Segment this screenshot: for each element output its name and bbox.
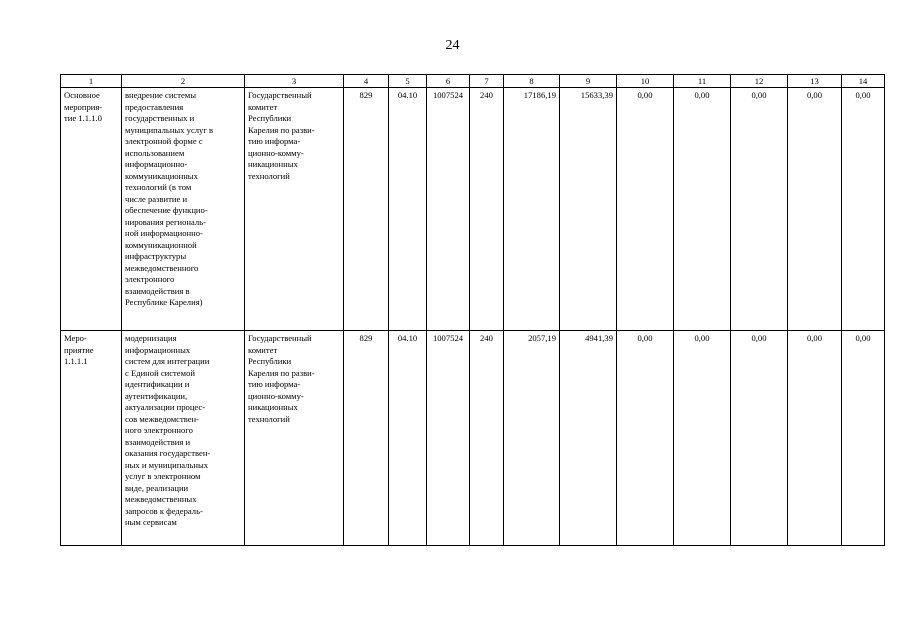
value-cell: 829 (344, 88, 389, 331)
value-cell: 0,00 (842, 331, 885, 546)
value-cell: 829 (344, 331, 389, 546)
value-cell: 1007524 (427, 331, 470, 546)
column-header: 5 (389, 75, 427, 88)
value-cell: 0,00 (617, 331, 674, 546)
table-header-row (61, 75, 885, 88)
measure-id-cell: Меро- приятие 1.1.1.1 (61, 331, 122, 546)
column-header: 3 (245, 75, 344, 88)
column-header: 12 (731, 75, 788, 88)
column-header: 8 (504, 75, 560, 88)
measure-id-cell: Основное мероприя- тие 1.1.1.0 (61, 88, 122, 331)
value-cell: 2057,19 (504, 331, 560, 546)
value-cell: 0,00 (788, 88, 842, 331)
value-cell: 0,00 (731, 331, 788, 546)
value-cell: 0,00 (731, 88, 788, 331)
column-header: 7 (470, 75, 504, 88)
page-number: 24 (445, 38, 460, 53)
value-cell: 15633,39 (560, 88, 617, 331)
value-cell: 0,00 (788, 331, 842, 546)
column-header: 11 (674, 75, 731, 88)
description-cell: внедрение системы предоставления государственных и муниципальных услуг в электронной форме с использованием информационно- коммуникационных технологий (в том числе развитие и обеспечение функцио- нирования региональ- ной информационно- коммуникационной инфраструктуры межведомственного электронного взаимодействия в Республике Карелия) (122, 88, 245, 331)
value-cell: 04.10 (389, 331, 427, 546)
column-header: 14 (842, 75, 885, 88)
budget-table (60, 74, 885, 546)
table-row (61, 88, 885, 331)
description-cell: модернизация информационных систем для интеграции с Единой системой идентификации и аутентификации, актуализации процес- сов межведомствен- ного электронного взаимодействия и оказания государствен- ных и муниципальных услуг в электронном виде, реализации межведомственных запросов к федераль- ным сервисам (122, 331, 245, 546)
value-cell: 0,00 (842, 88, 885, 331)
column-header: 9 (560, 75, 617, 88)
column-header: 4 (344, 75, 389, 88)
executor-cell: Государственный комитет Республики Карелия по разви- тию информа- ционно-комму- никационных технологий (245, 331, 344, 546)
value-cell: 4941,39 (560, 331, 617, 546)
column-header: 1 (61, 75, 122, 88)
table-row (61, 331, 885, 546)
value-cell: 0,00 (674, 331, 731, 546)
value-cell: 240 (470, 331, 504, 546)
column-header: 10 (617, 75, 674, 88)
column-header: 13 (788, 75, 842, 88)
value-cell: 0,00 (617, 88, 674, 331)
column-header: 6 (427, 75, 470, 88)
value-cell: 240 (470, 88, 504, 331)
executor-cell: Государственный комитет Республики Карелия по разви- тию информа- ционно-комму- никационных технологий (245, 88, 344, 331)
value-cell: 17186,19 (504, 88, 560, 331)
value-cell: 04.10 (389, 88, 427, 331)
value-cell: 1007524 (427, 88, 470, 331)
column-header: 2 (122, 75, 245, 88)
value-cell: 0,00 (674, 88, 731, 331)
